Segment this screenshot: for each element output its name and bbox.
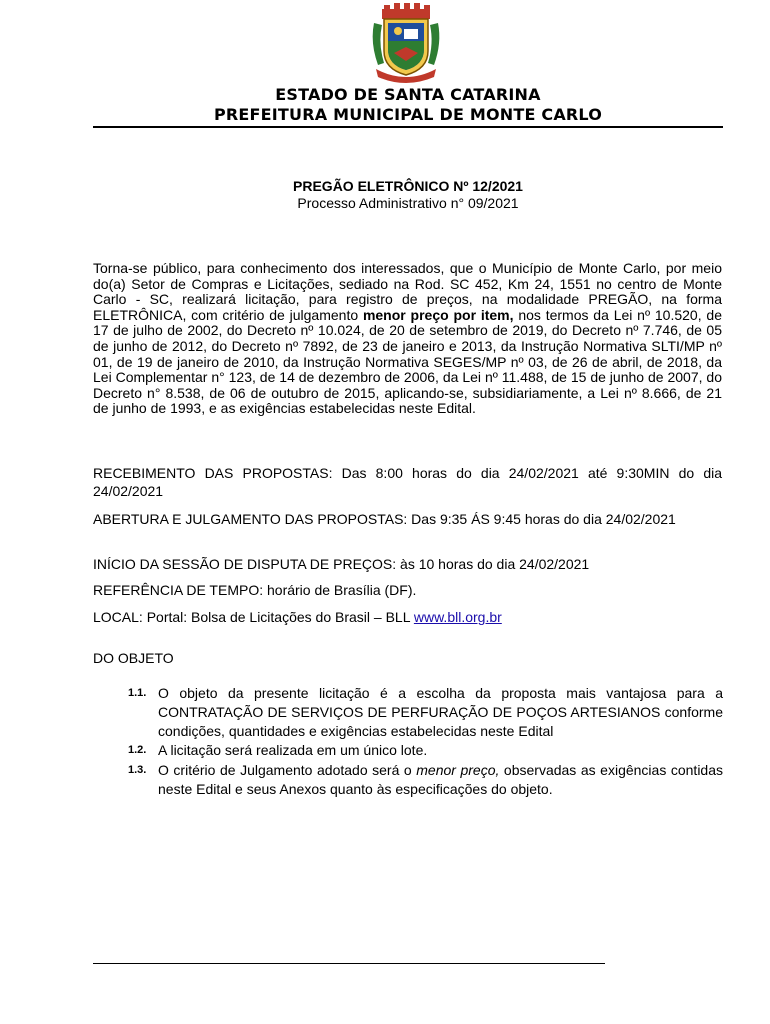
item-number: 1.3. <box>128 764 147 776</box>
list-item <box>128 684 723 741</box>
document-title: PREGÃO ELETRÔNICO Nº 12/2021 <box>293 178 523 194</box>
header-municipality: PREFEITURA MUNICIPAL DE MONTE CARLO <box>213 105 603 124</box>
municipal-coat-of-arms-icon <box>368 3 444 85</box>
local-line <box>93 608 722 626</box>
item-number: 1.2. <box>128 744 147 756</box>
list-item <box>128 761 723 799</box>
referencia-line: REFERÊNCIA DE TEMPO: horário de Brasília (DF). <box>93 582 417 598</box>
local-label: LOCAL: Portal: Bolsa de Licitações do Brasil – BLL <box>93 609 414 625</box>
item-text: O objeto da presente licitação é a escolha da proposta mais vantajosa para a CONTRATAÇÃO DE SERVIÇOS DE PERFURAÇÃO DE POÇOS ARTESIANOS conforme condições, quantidades e exigências estabelecidas neste Edital <box>158 685 723 739</box>
recebimento-line: RECEBIMENTO DAS PROPOSTAS: Das 8:00 horas do dia 24/02/2021 até 9:30MIN do dia 24/02/2021 <box>93 465 722 499</box>
intro-text: Torna-se público, para conhecimento dos interessados, que o Município de Monte Carlo, por meio do(a) Setor de Compras e Licitações, sediado na Rod. SC 452, Km 24, 1551 no centro de Monte Carlo - SC, realizará licitação, para registro de preços, na modalidade PREGÃO, na forma ELETRÔNICA, com critério de julgamento <box>93 260 722 323</box>
objeto-heading: DO OBJETO <box>93 650 174 666</box>
item-text: A licitação será realizada em um único lote. <box>158 742 428 758</box>
item-text-part: O critério de Julgamento adotado será o <box>158 762 417 778</box>
process-number: Processo Administrativo n° 09/2021 <box>297 195 519 211</box>
footnote-divider <box>93 963 605 964</box>
intro-text-cont: nos termos da Lei nº 10.520, de 17 de julho de 2002, do Decreto nº 10.024, de 20 de setembro de 2019, do Decreto nº 7.746, de 05 de junho de 2012, do Decreto nº 7892, de 23 de janeiro e 2013, da Instrução Normativa SLTI/MP nº 01, de 19 de janeiro de 2010, da Instrução Normativa SEGES/MP nº 03, de 26 de abril, de 2018, da Lei Complementar n° 123, de 14 de dezembro de 2006, da Lei nº 11.488, de 15 de junho de 2007, do Decreto n° 8.538, de 06 de outubro de 2015, aplicando-se, subsidiariamente, a Lei nº 8.666, de 21 de junho de 1993, e as exigências estabelecidas neste Edital. <box>93 306 722 417</box>
item-text <box>158 761 723 799</box>
inicio-line: INÍCIO DA SESSÃO DE DISPUTA DE PREÇOS: às 10 horas do dia 24/02/2021 <box>93 556 590 572</box>
list-item <box>128 741 723 760</box>
item-number: 1.1. <box>128 687 147 699</box>
item-text-part: observadas as exigências contidas neste Edital e seus Anexos quanto às especificações do objeto. <box>158 762 724 797</box>
abertura-line: ABERTURA E JULGAMENTO DAS PROPOSTAS: Das 9:35 ÁS 9:45 horas do dia 24/02/2021 <box>93 511 676 527</box>
intro-paragraph <box>93 261 722 417</box>
item-italic-text: menor preço, <box>416 762 500 778</box>
bll-link[interactable]: www.bll.org.br <box>413 609 502 625</box>
header-divider <box>93 126 723 128</box>
intro-bold-text: menor preço por item, <box>362 306 514 323</box>
header-state: ESTADO DE SANTA CATARINA <box>275 85 541 104</box>
